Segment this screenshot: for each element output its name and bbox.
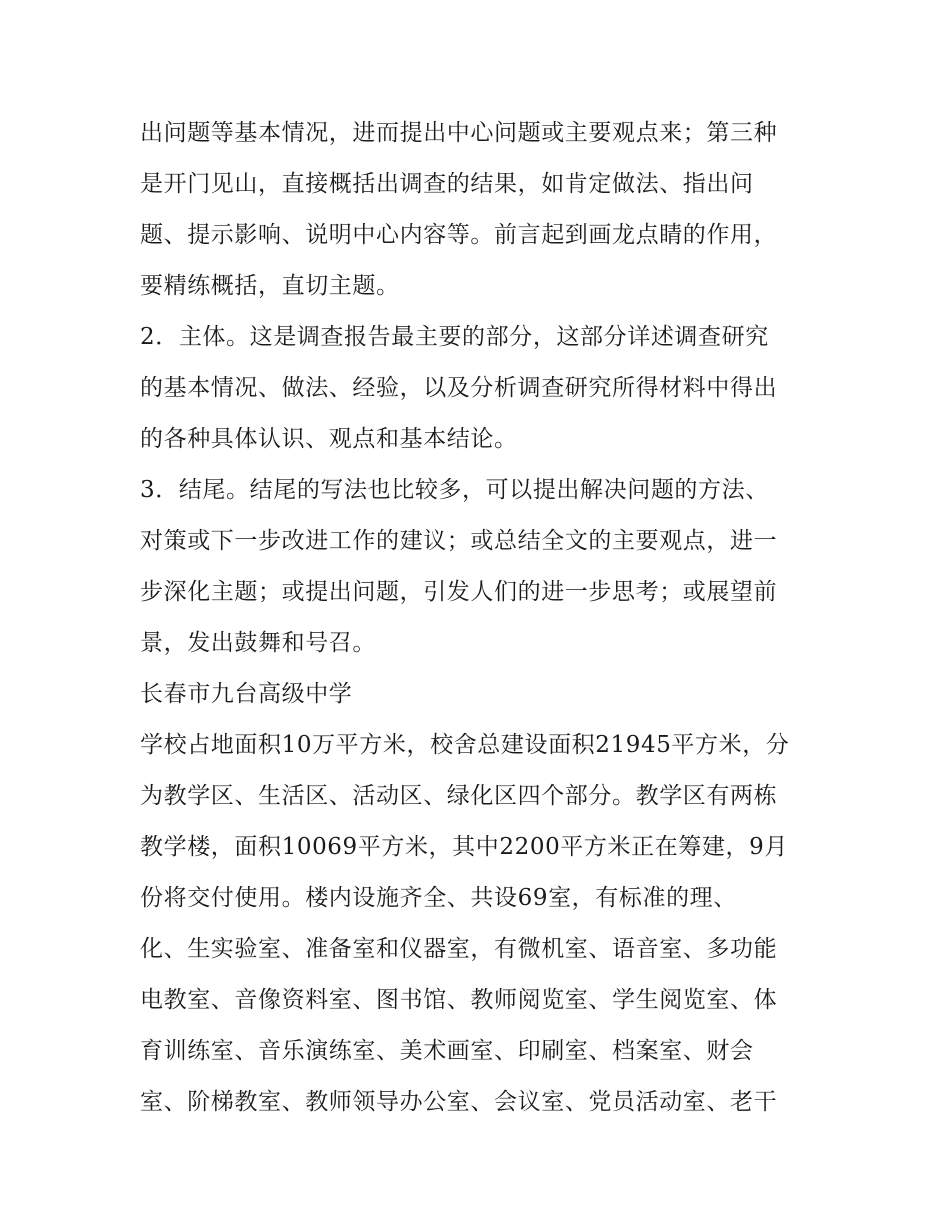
section-3-heading-line: 3．结尾。结尾的写法也比较多，可以提出解决问题的方法、 [140,477,769,503]
text-line: 要精练概括，直切主题。 [140,273,400,299]
text-line: 化、生实验室、准备室和仪器室，有微机室、语音室、多功能 [140,936,778,962]
text-line: 的基本情况、做法、经验，以及分析调查研究所得材料中得出 [140,375,778,401]
text-line: 对策或下一步改进工作的建议；或总结全文的主要观点，进一 [140,528,778,554]
text-line: 的各种具体认识、观点和基本结论。 [140,426,518,452]
text-line: 为教学区、生活区、活动区、绿化区四个部分。教学区有两栋 [140,783,778,809]
text-line: 教学楼，面积10069平方米，其中2200平方米正在筹建，9月 [140,834,788,860]
text-line: 景，发出鼓舞和号召。 [140,630,376,656]
text-line: 题、提示影响、说明中心内容等。前言起到画龙点睛的作用， [140,222,778,248]
text-line: 步深化主题；或提出问题，引发人们的进一步思考；或展望前 [140,579,778,605]
text-line: 是开门见山，直接概括出调查的结果，如肯定做法、指出问 [140,171,754,197]
text-line: 育训练室、音乐演练室、美术画室、印刷室、档案室、财会 [140,1038,754,1064]
text-line: 学校占地面积10万平方米，校舍总建设面积21945平方米，分 [140,732,790,758]
text-line: 室、阶梯教室、教师领导办公室、会议室、党员活动室、老干 [140,1089,778,1115]
text-line: 份将交付使用。楼内设施齐全、共设69室，有标准的理、 [140,885,737,911]
text-line: 电教室、音像资料室、图书馆、教师阅览室、学生阅览室、体 [140,987,778,1013]
school-name-heading: 长春市九台高级中学 [140,681,353,707]
body-text [140,108,820,1128]
text-line: 出问题等基本情况，进而提出中心问题或主要观点来；第三种 [140,120,778,146]
section-2-heading-line: 2．主体。这是调查报告最主要的部分，这部分详述调查研究 [140,324,769,350]
